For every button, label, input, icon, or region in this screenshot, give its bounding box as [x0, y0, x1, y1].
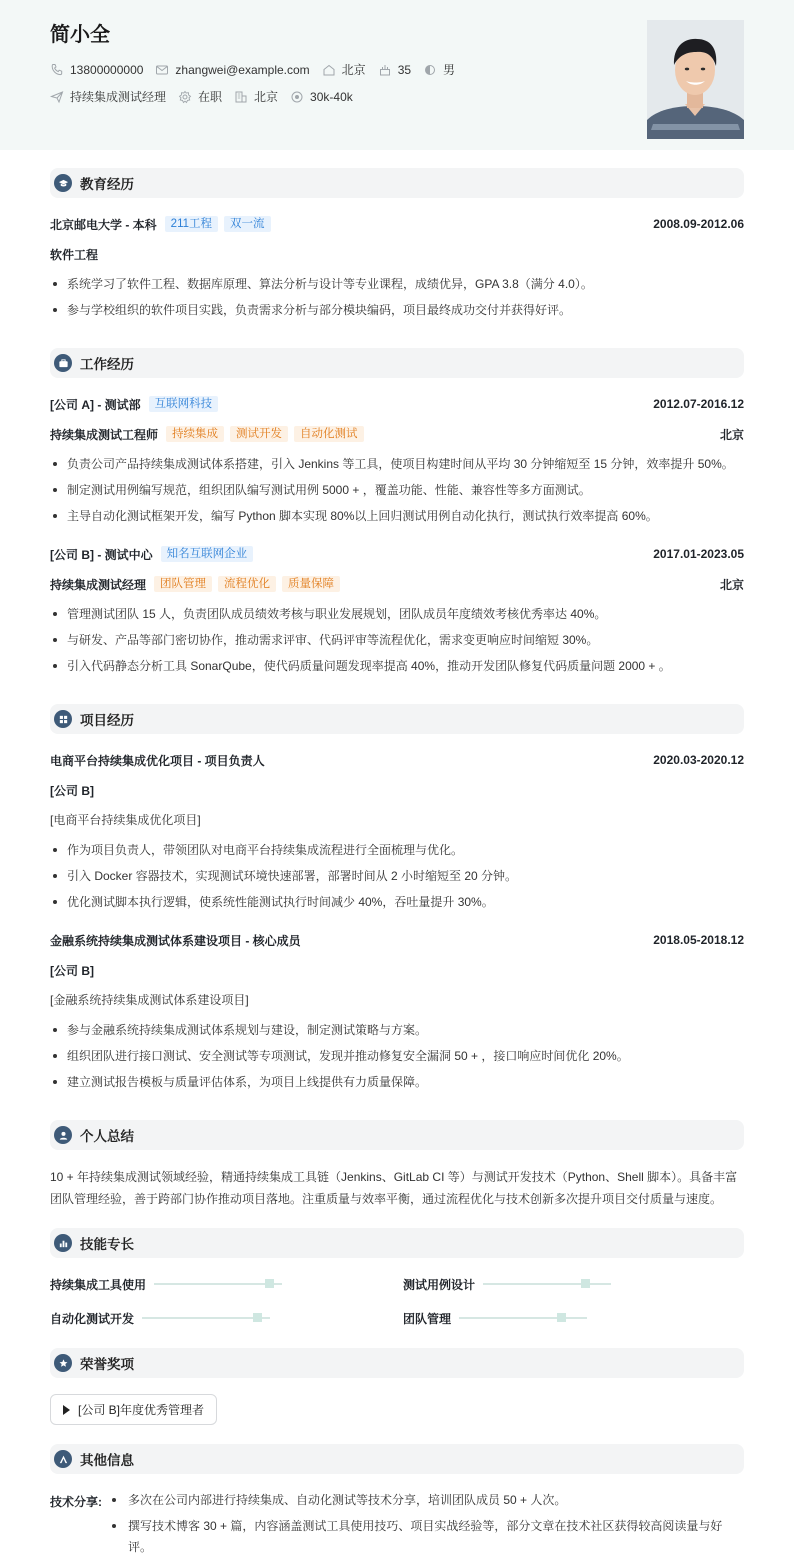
- salary-text: 30k-40k: [310, 89, 353, 104]
- profile-photo-illustration: [647, 20, 744, 139]
- section-projects: [50, 704, 744, 734]
- skill-level-bar: [154, 1283, 282, 1285]
- project-header-line: [50, 752, 744, 768]
- skill-level-bar: [142, 1317, 270, 1319]
- list-item: 优化测试脚本执行逻辑，使系统性能测试执行时间减少 40%，吞吐量提升 30%。: [50, 894, 744, 910]
- project-company-line: [50, 782, 744, 798]
- bar-chart-icon: [54, 1234, 72, 1252]
- list-item: 管理测试团队 15 人，负责团队成员绩效考核与职业发展规划，团队成员年度绩效考核优秀率达 40%。: [50, 606, 744, 622]
- award-text: [公司 B]年度优秀管理者: [78, 1403, 205, 1417]
- status-info: [178, 88, 222, 105]
- section-awards: [50, 1348, 744, 1378]
- section-other: [50, 1444, 744, 1474]
- expand-triangle-icon: [63, 1405, 70, 1415]
- other-label: 技术分享:: [50, 1495, 102, 1509]
- email-info: [155, 63, 309, 77]
- send-icon: [50, 90, 64, 104]
- award-item-toggle[interactable]: [50, 1394, 217, 1425]
- project-header-line: [50, 932, 744, 948]
- skill-item: [403, 1276, 611, 1292]
- cake-icon: [378, 63, 392, 77]
- skill-item: [50, 1310, 270, 1326]
- resume-header: [0, 0, 794, 150]
- coin-icon: [290, 90, 304, 104]
- list-item: 引入 Docker 容器技术，实现测试环境快速部署，部署时间从 2 小时缩短至 20 分钟。: [50, 868, 744, 884]
- phone-icon: [50, 63, 64, 77]
- user-icon: [54, 1126, 72, 1144]
- job-location: 北京: [719, 427, 744, 442]
- project-date: 2018.05-2018.12: [653, 933, 744, 947]
- target-position-info: [50, 88, 166, 105]
- phone-info: [50, 63, 143, 77]
- summary-text: 10 + 年持续集成测试领域经验，精通持续集成工具链（Jenkins、GitLab CI 等）与测试开发技术（Python、Shell 脚本）。具备丰富团队管理经验，善于跨部门协作推动项目落地。注重质量与效率平衡，通过流程优化与技术创新多次提升项目交付质量与速度。: [50, 1170, 738, 1206]
- skill-level-marker: [253, 1313, 262, 1322]
- job-location: 北京: [719, 577, 744, 592]
- company-tag: 互联网科技: [149, 396, 219, 412]
- skill-level-marker: [265, 1279, 274, 1288]
- list-item: 主导自动化测试框架开发，编写 Python 脚本实现 80%以上回归测试用例自动化执行，测试执行效率提高 60%。: [50, 508, 744, 524]
- job-date: 2017.01-2023.05: [653, 547, 744, 561]
- company-line: [公司 A] - 测试部: [50, 397, 141, 412]
- skill-level-bar: [483, 1283, 611, 1285]
- skill-name: 团队管理: [403, 1311, 452, 1326]
- section-title-skills: 技能专长: [80, 1237, 134, 1252]
- school-tag: 双一流: [224, 216, 271, 232]
- email-text: zhangwei@example.com: [175, 62, 310, 77]
- school-line: 北京邮电大学 - 本科: [50, 217, 157, 232]
- role-tag: 团队管理: [154, 576, 212, 592]
- mail-icon: [155, 63, 169, 77]
- status-text: 在职: [198, 90, 223, 104]
- list-item: 参与学校组织的软件项目实践，负责需求分析与部分模块编码，项目最终成功交付并获得好评。: [50, 302, 744, 318]
- section-title-projects: 项目经历: [80, 713, 134, 728]
- job-company-line: [50, 396, 744, 412]
- skill-level-bar: [459, 1317, 587, 1319]
- target-position-text: 持续集成测试经理: [70, 90, 167, 104]
- list-item: 建立测试报告模板与质量评估体系，为项目上线提供有力质量保障。: [50, 1074, 744, 1090]
- graduation-cap-icon: [54, 174, 72, 192]
- list-item: 制定测试用例编写规范，组织团队编写测试用例 5000 + ，覆盖功能、性能、兼容性等多方面测试。: [50, 482, 744, 498]
- home-icon: [322, 63, 336, 77]
- city-info: [322, 61, 366, 78]
- skill-item: [50, 1276, 282, 1292]
- section-title-awards: 荣誉奖项: [80, 1357, 134, 1372]
- gender-icon: [423, 63, 437, 77]
- list-item: 作为项目负责人，带领团队对电商平台持续集成流程进行全面梳理与优化。: [50, 842, 744, 858]
- list-item: 参与金融系统持续集成测试体系规划与建设，制定测试策略与方案。: [50, 1022, 744, 1038]
- target-city-info: [234, 88, 278, 105]
- phone-text: 13800000000: [70, 62, 144, 77]
- role-tag: 质量保障: [282, 576, 340, 592]
- gender-info: [423, 61, 455, 78]
- job-role-line: [50, 426, 744, 442]
- skill-level-marker: [557, 1313, 566, 1322]
- skill-name: 自动化测试开发: [50, 1311, 135, 1326]
- list-item: 系统学习了软件工程、数据库原理、算法分析与设计等专业课程，成绩优异，GPA 3.8（满分 4.0）。: [50, 276, 744, 292]
- role-text: 持续集成测试经理: [50, 577, 147, 592]
- contact-row: [50, 61, 467, 78]
- project-company-line: [50, 962, 744, 978]
- major-text: 软件工程: [50, 247, 99, 262]
- major-line: [50, 246, 744, 262]
- project-title: [电商平台持续集成优化项目]: [50, 813, 201, 827]
- city-text: 北京: [341, 63, 366, 77]
- skill-name: 测试用例设计: [403, 1277, 476, 1292]
- section-title-work: 工作经历: [80, 357, 134, 372]
- role-tag: 自动化测试: [294, 426, 364, 442]
- section-title-other: 其他信息: [80, 1453, 134, 1468]
- info-icon: [54, 1450, 72, 1468]
- list-item: 组织团队进行接口测试、安全测试等专项测试，发现并推动修复安全漏洞 50 + ，接口响应时间优化 20%。: [50, 1048, 744, 1064]
- project-company: [公司 B]: [50, 783, 94, 798]
- list-item: 负责公司产品持续集成测试体系搭建，引入 Jenkins 等工具，使项目构建时间从平均 30 分钟缩短至 15 分钟，效率提升 50%。: [50, 456, 744, 472]
- skill-name: 持续集成工具使用: [50, 1277, 147, 1292]
- skill-item: [403, 1310, 587, 1326]
- job-intent-row: [50, 88, 365, 105]
- list-item: 与研发、产品等部门密切协作，推动需求评审、代码评审等流程优化，需求变更响应时间缩短 30%。: [50, 632, 744, 648]
- award-icon: [54, 1354, 72, 1372]
- list-item: 引入代码静态分析工具 SonarQube，使代码质量问题发现率提高 40%，推动开发团队修复代码质量问题 2000 + 。: [50, 658, 744, 674]
- building-icon: [234, 90, 248, 104]
- job-role-line: [50, 576, 744, 592]
- section-title-summary: 个人总结: [80, 1129, 134, 1144]
- list-item: 多次在公司内部进行持续集成、自动化测试等技术分享，培训团队成员 50 + 人次。: [110, 1490, 730, 1511]
- age-info: [378, 63, 411, 77]
- profile-photo: [647, 20, 744, 139]
- skill-level-marker: [581, 1279, 590, 1288]
- company-tag: 知名互联网企业: [161, 546, 254, 562]
- role-tag: 流程优化: [218, 576, 276, 592]
- grid-icon: [54, 710, 72, 728]
- project-company: [公司 B]: [50, 963, 94, 978]
- candidate-name: 简小全: [50, 24, 110, 46]
- job-company-line: [50, 546, 744, 562]
- section-work: [50, 348, 744, 378]
- age-text: 35: [397, 62, 412, 77]
- section-education: [50, 168, 744, 198]
- role-tag: 测试开发: [230, 426, 288, 442]
- company-line: [公司 B] - 测试中心: [50, 547, 153, 562]
- education-header-line: [50, 216, 744, 232]
- project-date: 2020.03-2020.12: [653, 753, 744, 767]
- section-title-education: 教育经历: [80, 177, 134, 192]
- role-tag: 持续集成: [166, 426, 224, 442]
- section-summary: [50, 1120, 744, 1150]
- school-tag: 211工程: [165, 216, 218, 232]
- project-title: [金融系统持续集成测试体系建设项目]: [50, 993, 249, 1007]
- gear-icon: [178, 90, 192, 104]
- job-date: 2012.07-2016.12: [653, 397, 744, 411]
- education-date: 2008.09-2012.06: [653, 217, 744, 231]
- project-name-line: 金融系统持续集成测试体系建设项目 - 核心成员: [50, 933, 301, 948]
- briefcase-icon: [54, 354, 72, 372]
- salary-info: [290, 90, 353, 104]
- target-city-text: 北京: [254, 90, 279, 104]
- role-text: 持续集成测试工程师: [50, 427, 159, 442]
- list-item: 撰写技术博客 30 + 篇，内容涵盖测试工具使用技巧、项目实战经验等，部分文章在技术社区获得较高阅读量与好评。: [110, 1516, 730, 1558]
- project-name-line: 电商平台持续集成优化项目 - 项目负责人: [50, 753, 265, 768]
- gender-text: 男: [443, 63, 456, 77]
- section-skills: [50, 1228, 744, 1258]
